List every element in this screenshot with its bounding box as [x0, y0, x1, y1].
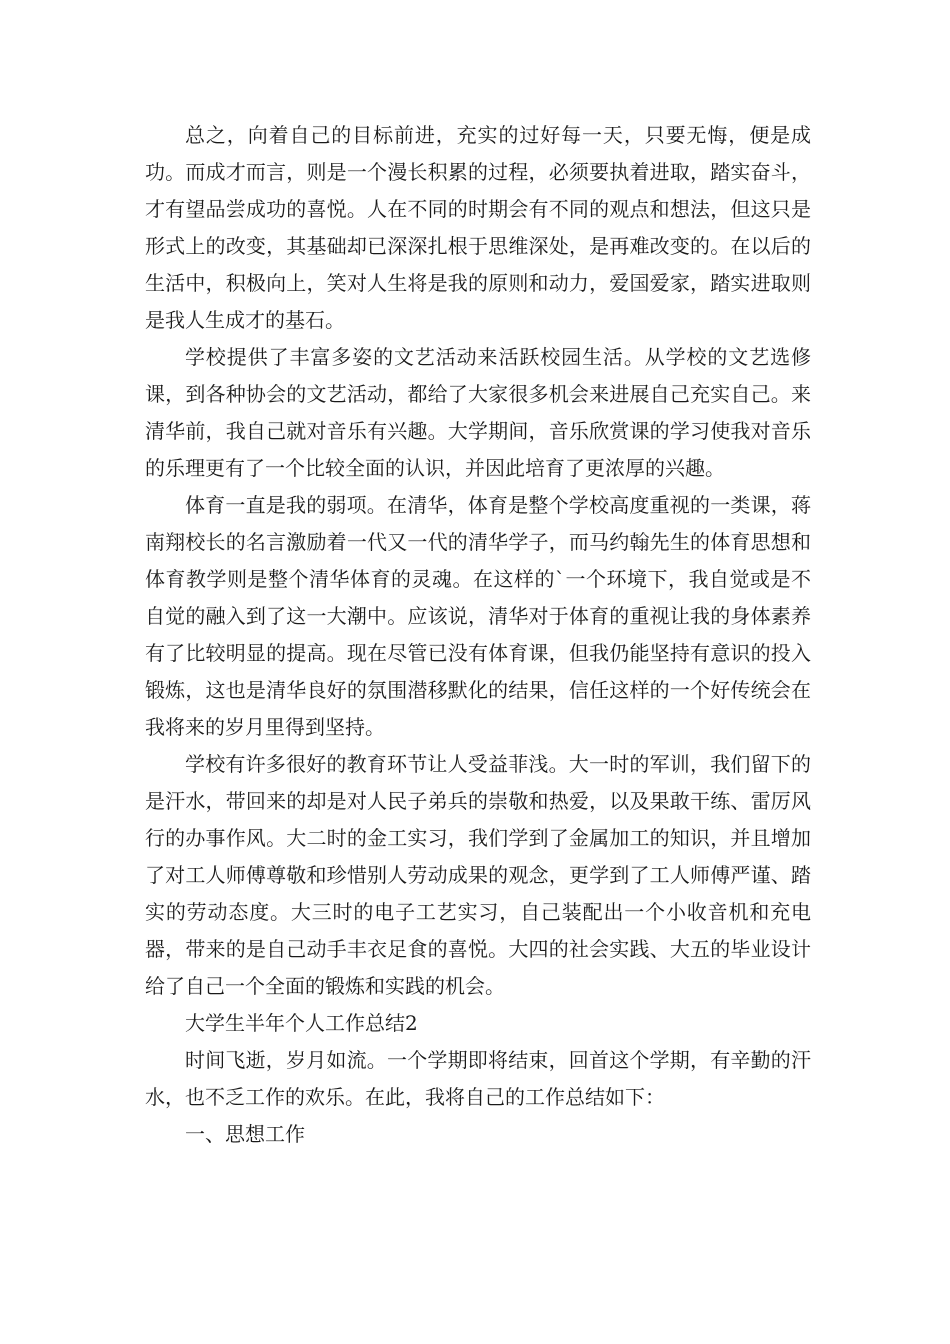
section-heading: 大学生半年个人工作总结2 — [185, 1011, 418, 1035]
subsection-heading: 一、思想工作 — [185, 1122, 305, 1146]
paragraph-intro: 时间飞逝，岁月如流。一个学期即将结束，回首这个学期，有辛勤的汗水，也不乏工作的欢乐。在此，我将自己的工作总结如下： — [145, 1048, 811, 1109]
paragraph-arts-activities: 学校提供了丰富多姿的文艺活动来活跃校园生活。从学校的文艺选修课，到各种协会的文艺活动，都给了大家很多机会来进展自己充实自己。来清华前，我自己就对音乐有兴趣。大学期间，音乐欣赏课的学习使我对音乐的乐理更有了一个比较全面的认识，并因此培育了更浓厚的兴趣。 — [145, 345, 811, 480]
paragraph-sports: 体育一直是我的弱项。在清华，体育是整个学校高度重视的一类课，蒋南翔校长的名言激励着一代又一代的清华学子，而马约翰先生的体育思想和体育教学则是整个清华体育的灵魂。在这样的`一个环境下，我自觉或是不自觉的融入到了这一大潮中。应该说，清华对于体育的重视让我的身体素养有了比较明显的提高。现在尽管已没有体育课，但我仍能坚持有意识的投入锻炼，这也是清华良好的氛围潜移默化的结果，信任这样的一个好传统会在我将来的岁月里得到坚持。 — [145, 493, 811, 739]
document-body — [145, 117, 811, 1153]
paragraph-conclusion: 总之，向着自己的目标前进，充实的过好每一天，只要无悔，便是成功。而成才而言，则是一个漫长积累的过程，必须要执着进取，踏实奋斗，才有望品尝成功的喜悦。人在不同的时期会有不同的观点和想法，但这只是形式上的改变，其基础却已深深扎根于思维深处，是再难改变的。在以后的生活中，积极向上，笑对人生将是我的原则和动力，爱国爱家，踏实进取则是我人生成才的基石。 — [145, 123, 811, 332]
paragraph-education-practice: 学校有许多很好的教育环节让人受益菲浅。大一时的军训，我们留下的是汗水，带回来的却是对人民子弟兵的崇敬和热爱，以及果敢干练、雷厉风行的办事作风。大二时的金工实习，我们学到了金属加工的知识，并且增加了对工人师傅尊敬和珍惜别人劳动成果的观念，更学到了工人师傅严谨、踏实的劳动态度。大三时的电子工艺实习，自己装配出一个小收音机和充电器，带来的是自己动手丰衣足食的喜悦。大四的社会实践、大五的毕业设计给了自己一个全面的锻炼和实践的机会。 — [145, 752, 811, 998]
